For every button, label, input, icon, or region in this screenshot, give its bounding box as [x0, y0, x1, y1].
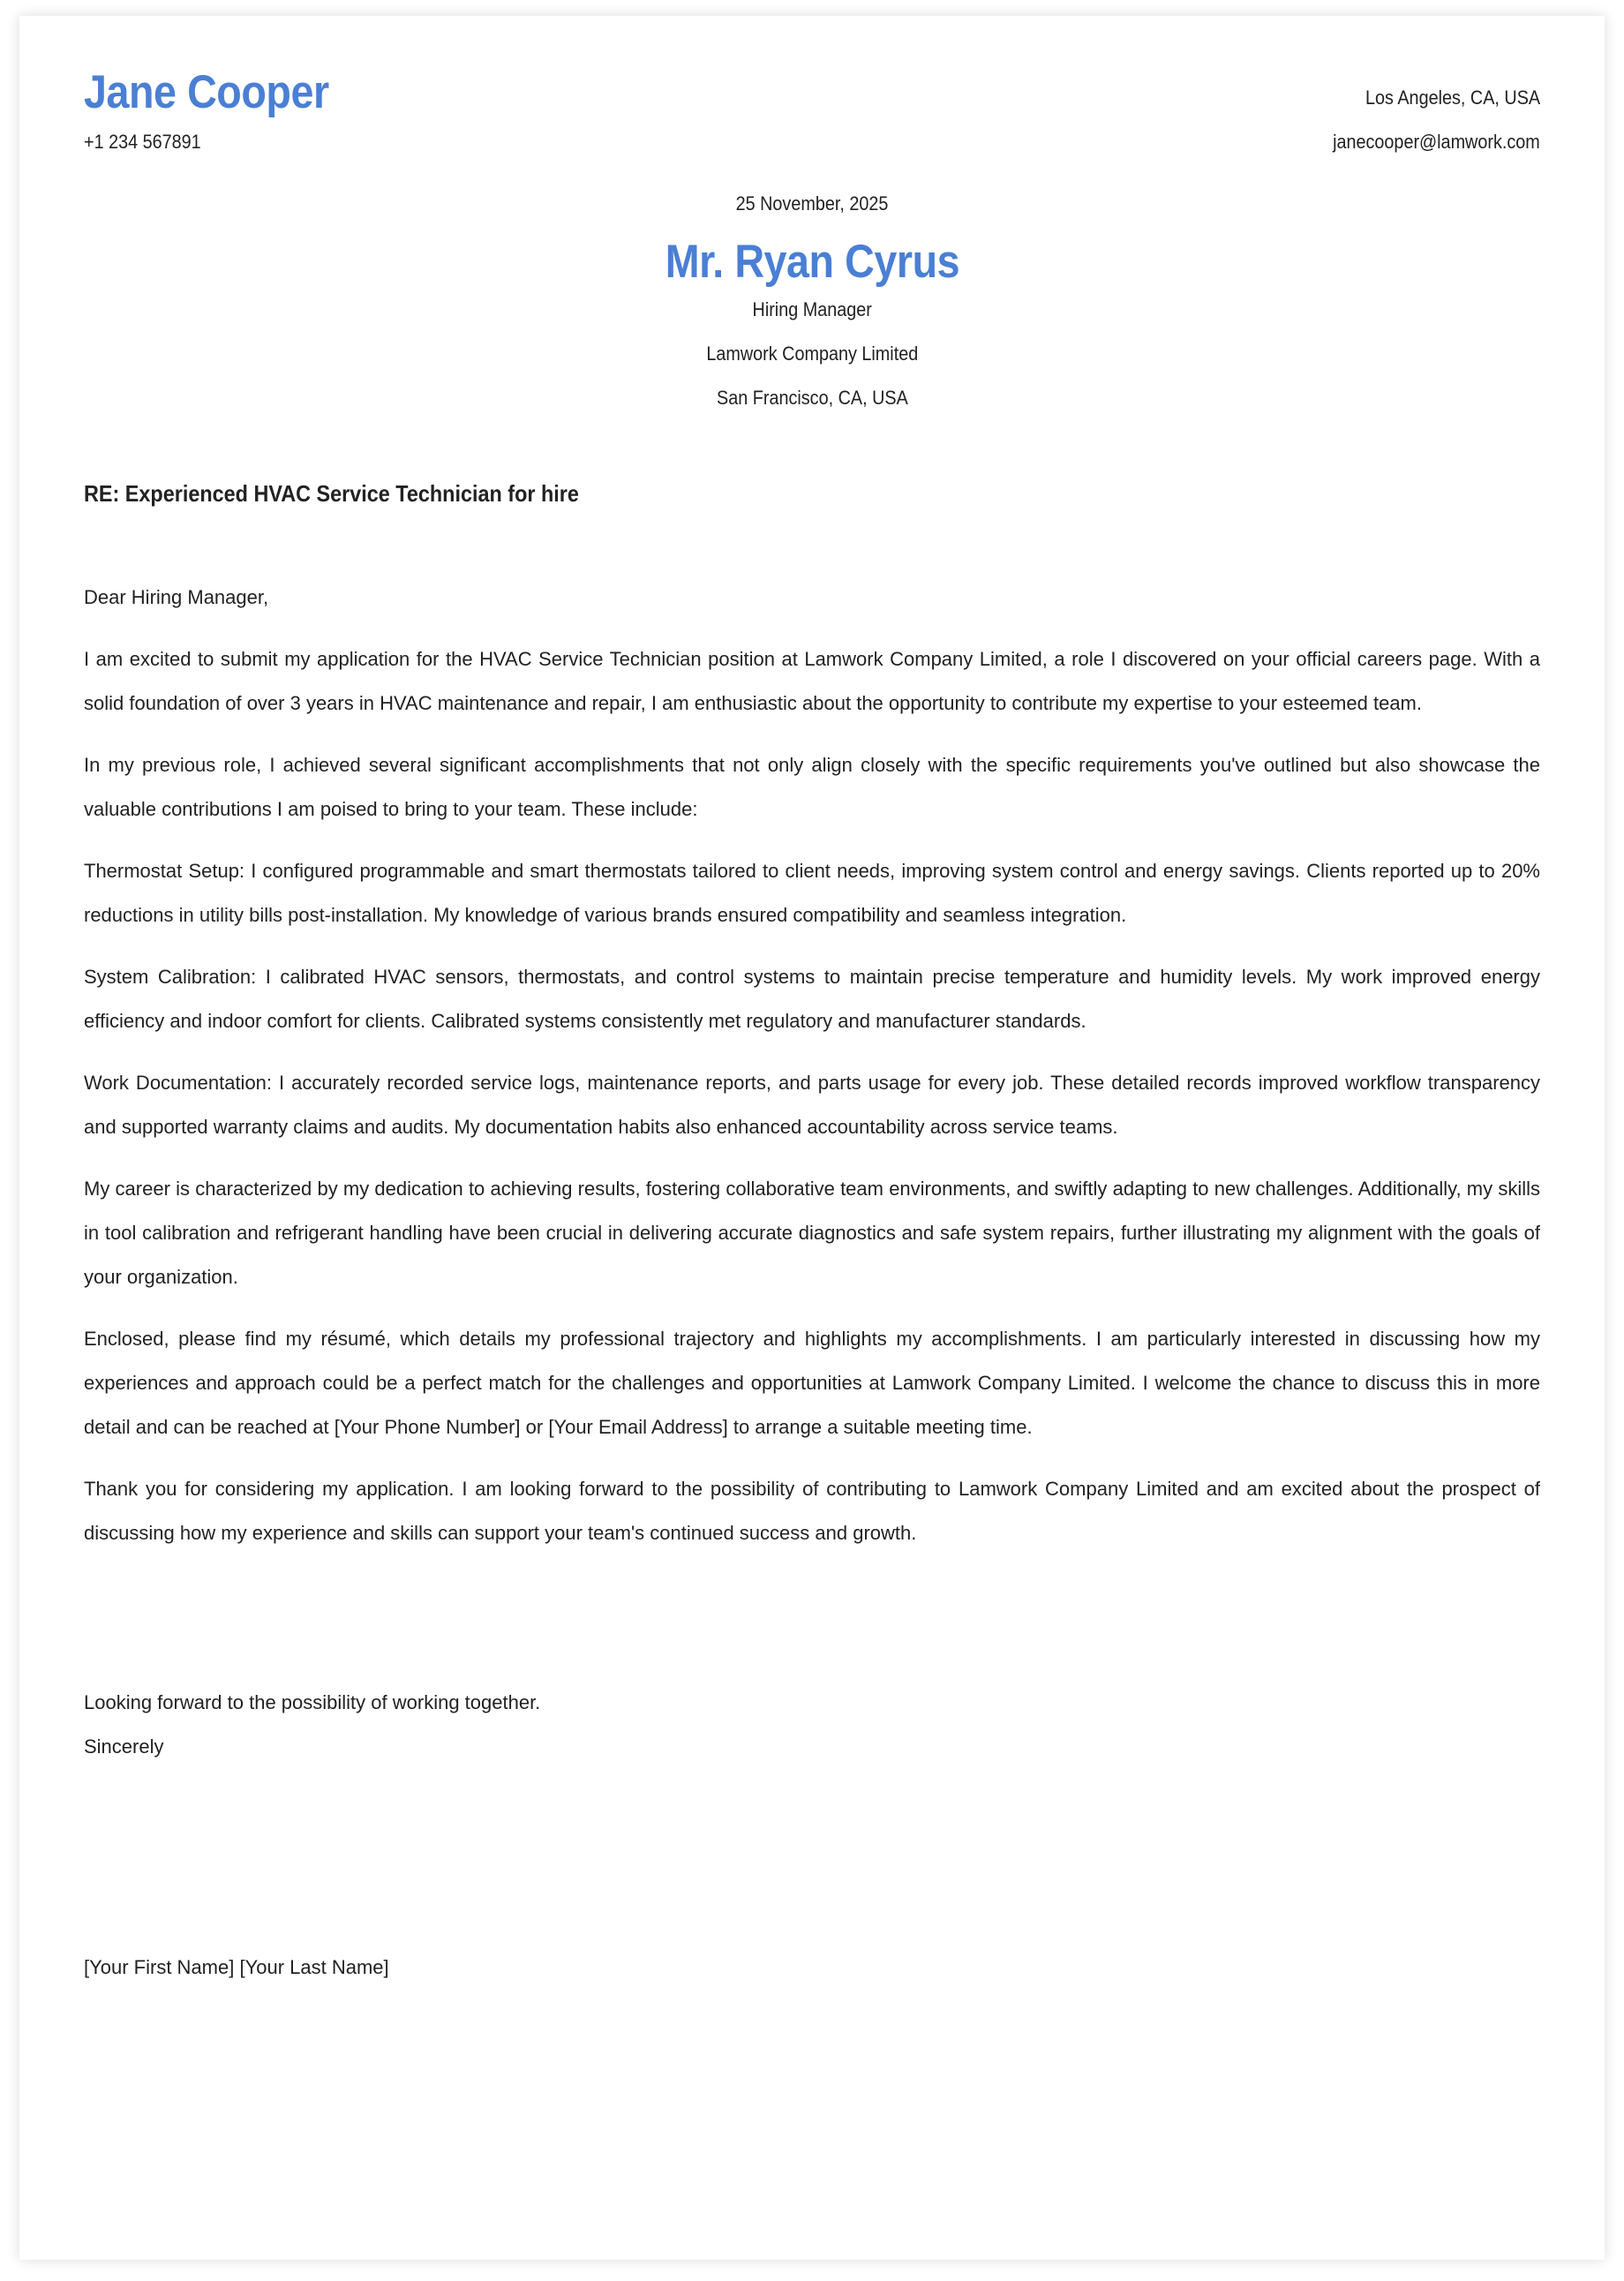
closing-line: Looking forward to the possibility of working together.: [84, 1691, 541, 1713]
letter-content: [84, 16, 1540, 2260]
body-paragraph: Work Documentation: I accurately recorded service logs, maintenance reports, and parts usage for every job. These detailed records improved workflow transparency and supported warranty claims and audits. My documentation habits also enhanced accountability across service teams.: [84, 1072, 1540, 1138]
body-paragraph: I am excited to submit my application for the HVAC Service Technician position at Lamwork Company Limited, a role I discovered on your official careers page. With a solid foundation of over 3 years in HVAC maintenance and repair, I am enthusiastic about the opportunity to contribute my expertise to your esteemed team.: [84, 648, 1540, 714]
recipient-company: Lamwork Company Limited: [706, 343, 918, 365]
body-paragraph: Enclosed, please find my résumé, which details my professional trajectory and highlights my accomplishments. I am particularly interested in discussing how my experiences and approach could be a perfect match for the challenges and opportunities at Lamwork Company Limited. I welcome the chance to discuss this in more detail and can be reached at [Your Phone Number] or [Your Email Address] to arrange a suitable meeting time.: [84, 1328, 1540, 1438]
body-paragraph: My career is characterized by my dedication to achieving results, fostering collaborative team environments, and swiftly adapting to new challenges. Additionally, my skills in tool calibration and refrigerant handling have been crucial in delivering accurate diagnostics and safe system repairs, further illustrating my alignment with the goals of your organization.: [84, 1178, 1540, 1288]
body-paragraph: System Calibration: I calibrated HVAC sensors, thermostats, and control systems to maintain precise temperature and humidity levels. My work improved energy efficiency and indoor comfort for clients. Calibrated systems consistently met regulatory and manufacturer standards.: [84, 966, 1540, 1032]
recipient-company-row: [84, 343, 1540, 365]
body-paragraph: In my previous role, I achieved several significant accomplishments that not only align closely with the specific requirements you've outlined but also showcase the valuable contributions I am poised to bring to your team. These include:: [84, 754, 1540, 820]
signature-name: [Your First Name] [Your Last Name]: [84, 1956, 389, 1978]
recipient-name-row: [84, 236, 1540, 288]
recipient-location: San Francisco, CA, USA: [716, 387, 908, 409]
salutation: Dear Hiring Manager,: [84, 586, 269, 608]
sender-email: janecooper@lamwork.com: [1333, 131, 1540, 153]
closing-block: [84, 1681, 540, 1769]
letter-date-row: [84, 192, 1540, 215]
letter-page: [19, 16, 1605, 2260]
letter-header: [84, 16, 1540, 192]
body-paragraph: Thank you for considering my application. I am looking forward to the possibility of contributing to Lamwork Company Limited and am excited about the prospect of discussing how my experience and skills can support your team's continued success and growth.: [84, 1478, 1540, 1544]
recipient-title: Hiring Manager: [752, 298, 872, 320]
closing-signoff: Sincerely: [84, 1735, 164, 1758]
recipient-title-row: [84, 298, 1540, 321]
letter-body: [84, 576, 1540, 1573]
recipient-location-row: [84, 387, 1540, 410]
sender-location: Los Angeles, CA, USA: [1365, 87, 1540, 109]
recipient-name: Mr. Ryan Cyrus: [665, 236, 959, 288]
sender-phone: +1 234 567891: [84, 131, 201, 153]
body-paragraph: Thermostat Setup: I configured programmable and smart thermostats tailored to client needs, improving system control and energy savings. Clients reported up to 20% reductions in utility bills post-installation. My knowledge of various brands ensured compatibility and seamless integration.: [84, 860, 1540, 926]
letter-date: 25 November, 2025: [735, 192, 889, 215]
subject-line: RE: Experienced HVAC Service Technician for hire: [84, 480, 579, 507]
sender-name: Jane Cooper: [84, 66, 329, 118]
